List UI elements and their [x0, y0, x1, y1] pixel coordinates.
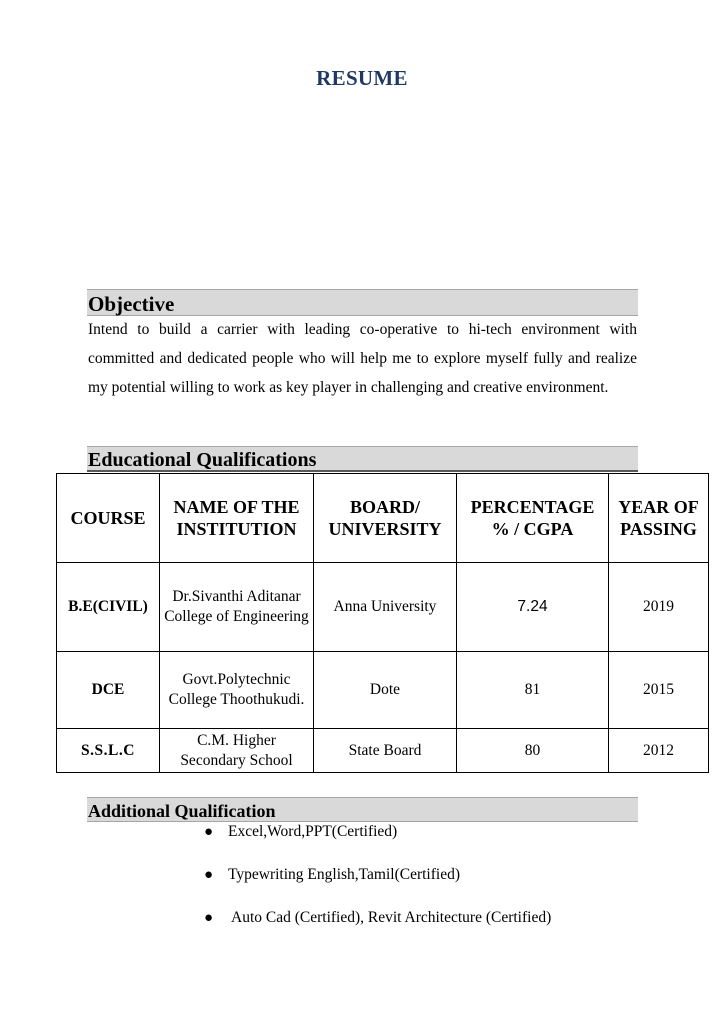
- score-cell: 80: [457, 729, 609, 773]
- column-header-board: BOARD/ UNIVERSITY: [314, 474, 457, 563]
- institution-cell: Govt.Polytechnic College Thoothukudi.: [160, 652, 314, 729]
- year-cell: 2015: [609, 652, 709, 729]
- list-item-text: Typewriting English,Tamil(Certified): [228, 866, 461, 883]
- list-item-text: Excel,Word,PPT(Certified): [228, 823, 398, 840]
- list-item: [204, 907, 551, 950]
- year-cell: 2012: [609, 729, 709, 773]
- institution-cell: Dr.Sivanthi Aditanar College of Engineering: [160, 563, 314, 652]
- board-cell: Dote: [314, 652, 457, 729]
- year-cell: 2019: [609, 563, 709, 652]
- column-header-percentage: PERCENTAGE % / CGPA: [457, 474, 609, 563]
- course-cell: B.E(CIVIL): [57, 563, 160, 652]
- additional-list: [204, 821, 551, 950]
- table-row: [57, 652, 709, 729]
- board-cell: State Board: [314, 729, 457, 773]
- page-title: RESUME: [316, 66, 408, 90]
- column-header-year: YEAR OF PASSING: [609, 474, 709, 563]
- course-cell: DCE: [57, 652, 160, 729]
- bullet-icon: ●: [204, 867, 214, 883]
- column-header-institution: NAME OF THE INSTITUTION: [160, 474, 314, 563]
- score-cell: 81: [457, 652, 609, 729]
- objective-heading: Objective: [87, 289, 638, 316]
- bullet-icon: ●: [204, 824, 214, 840]
- list-item-text: Auto Cad (Certified), Revit Architecture (Certified): [228, 909, 552, 926]
- column-header-course: COURSE: [57, 474, 160, 563]
- education-table: [56, 473, 709, 773]
- table-row: [57, 729, 709, 773]
- list-item: [204, 821, 551, 864]
- score-cell: 7.24: [457, 563, 609, 652]
- board-cell: Anna University: [314, 563, 457, 652]
- table-row: [57, 563, 709, 652]
- bullet-icon: ●: [204, 910, 214, 926]
- list-item: [204, 864, 551, 907]
- education-heading: Educational Qualifications: [87, 446, 638, 472]
- institution-cell: C.M. Higher Secondary School: [160, 729, 314, 773]
- table-header-row: [57, 474, 709, 563]
- objective-text: Intend to build a carrier with leading co-operative to hi-tech environment with committed and dedicated people who will help me to explore myself fully and realize my potential willing to work as key player in challenging and creative environment.: [88, 321, 637, 396]
- course-cell: S.S.L.C: [57, 729, 160, 773]
- additional-heading: Additional Qualification: [87, 797, 638, 822]
